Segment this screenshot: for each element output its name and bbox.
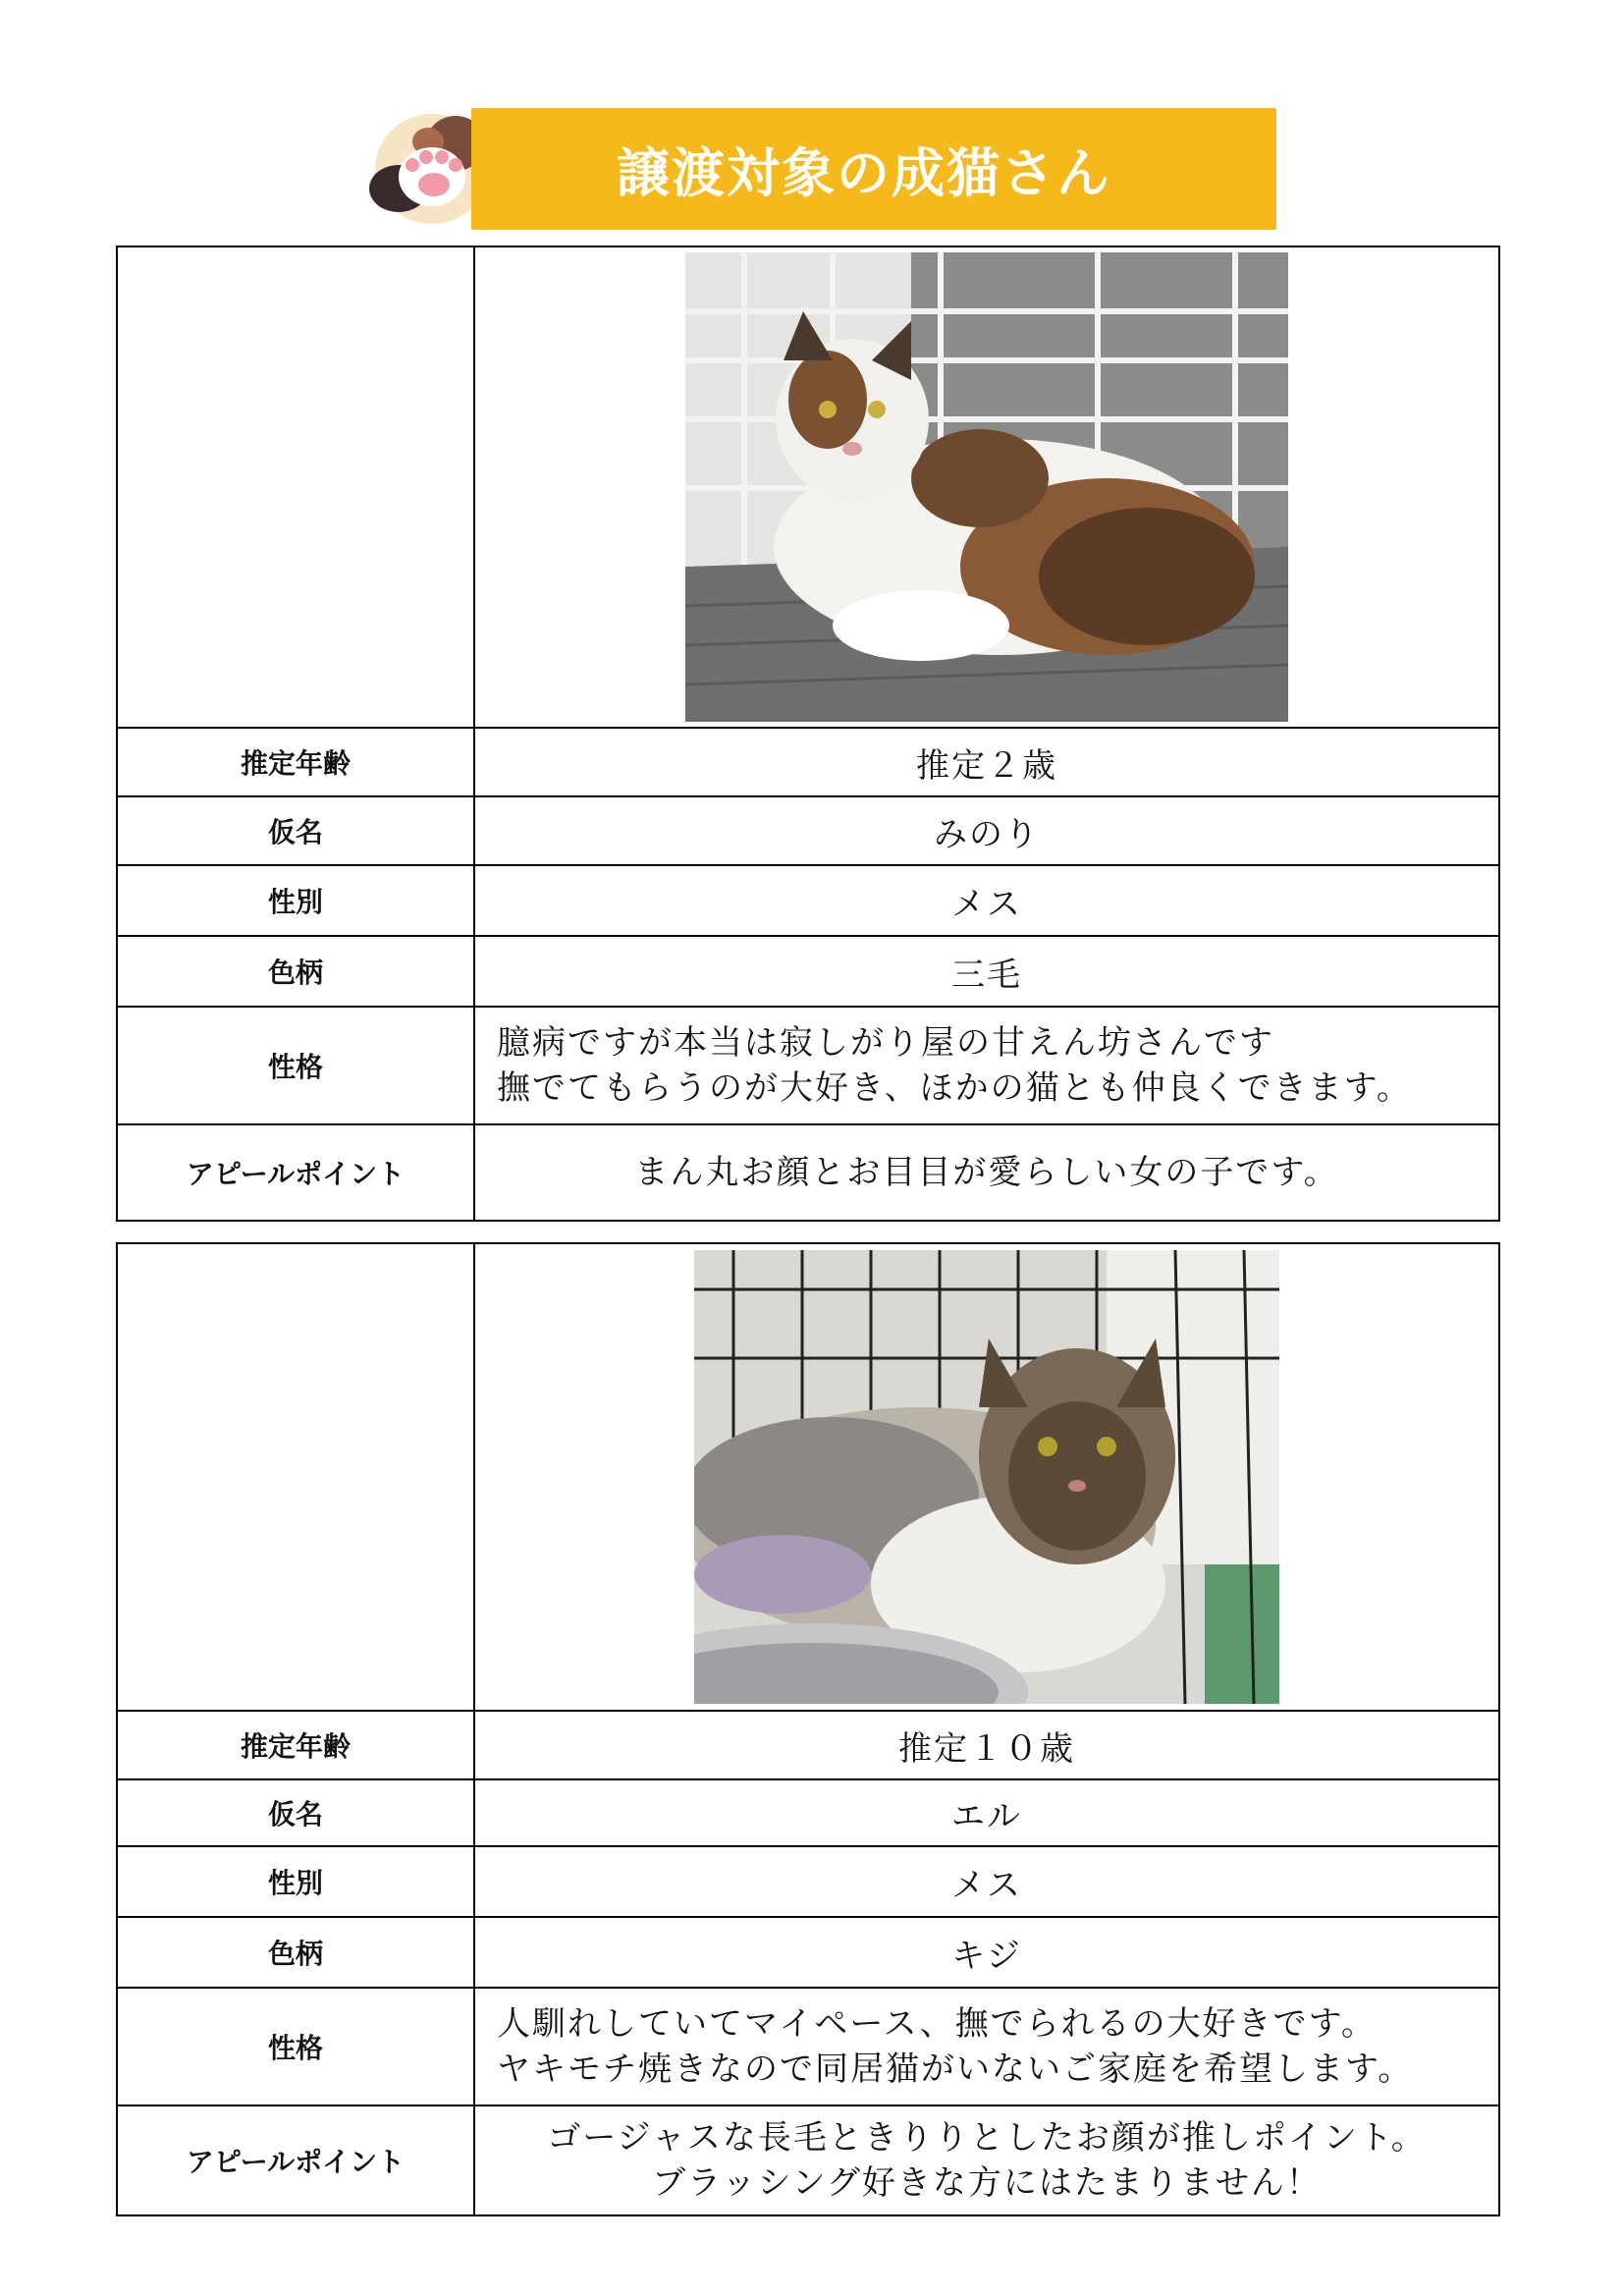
photo-cell [474,246,1499,728]
cat-card-1 [116,246,1500,1222]
label-personality: 性格 [117,1988,474,2105]
label-color: 色柄 [117,936,474,1007]
cat-card-2 [116,1242,1500,2216]
cat-color-value: 三毛 [474,936,1499,1007]
cat-color-value: キジ [474,1917,1499,1988]
appeal-line: ブラッシング好きな方にはたまりません！ [652,2163,1322,2203]
calico-cat-photo [685,252,1288,722]
label-personality: 性格 [117,1007,474,1124]
photo-label-cell [117,246,474,728]
label-appeal: アピールポイント [117,2105,474,2215]
cat-appeal-value [474,2105,1499,2215]
cat-age-value: 推定１０歳 [474,1711,1499,1779]
title-banner [471,108,1276,230]
page-header [361,104,1278,228]
cat-sex-value: メス [474,1846,1499,1917]
label-appeal: アピールポイント [117,1124,474,1221]
cat-personality-value [474,1007,1499,1124]
long-haired-tabby-cat-photo [694,1250,1279,1704]
label-color: 色柄 [117,1917,474,1988]
personality-line: 臆病ですが本当は寂しがり屋の甘えん坊さんです [497,1023,1274,1063]
label-age: 推定年齢 [117,1711,474,1779]
label-age: 推定年齢 [117,728,474,796]
cat-personality-value [474,1988,1499,2105]
appeal-line: ゴージャスな長毛ときりりとしたお顔が推しポイント。 [547,2118,1427,2158]
cat-age-value: 推定２歳 [474,728,1499,796]
cat-name-value: みのり [474,796,1499,865]
label-name: 仮名 [117,796,474,865]
page-title: 譲渡対象の成猫さん [617,141,1111,204]
personality-line: ヤキモチ焼きなので同居猫がいないご家庭を希望します。 [497,2050,1414,2089]
photo-label-cell [117,1243,474,1711]
appeal-line: まん丸お顔とお目目が愛らしい女の子です。 [634,1153,1339,1192]
label-name: 仮名 [117,1779,474,1846]
label-sex: 性別 [117,865,474,936]
cat-appeal-value [474,1124,1499,1221]
cat-name-value: エル [474,1779,1499,1846]
personality-line: 撫でてもらうのが大好き、ほかの猫とも仲良くできます。 [497,1068,1412,1108]
photo-cell [474,1243,1499,1711]
personality-line: 人馴れしていてマイペース、撫でられるの大好きです。 [497,2004,1377,2044]
label-sex: 性別 [117,1846,474,1917]
cat-sex-value: メス [474,865,1499,936]
